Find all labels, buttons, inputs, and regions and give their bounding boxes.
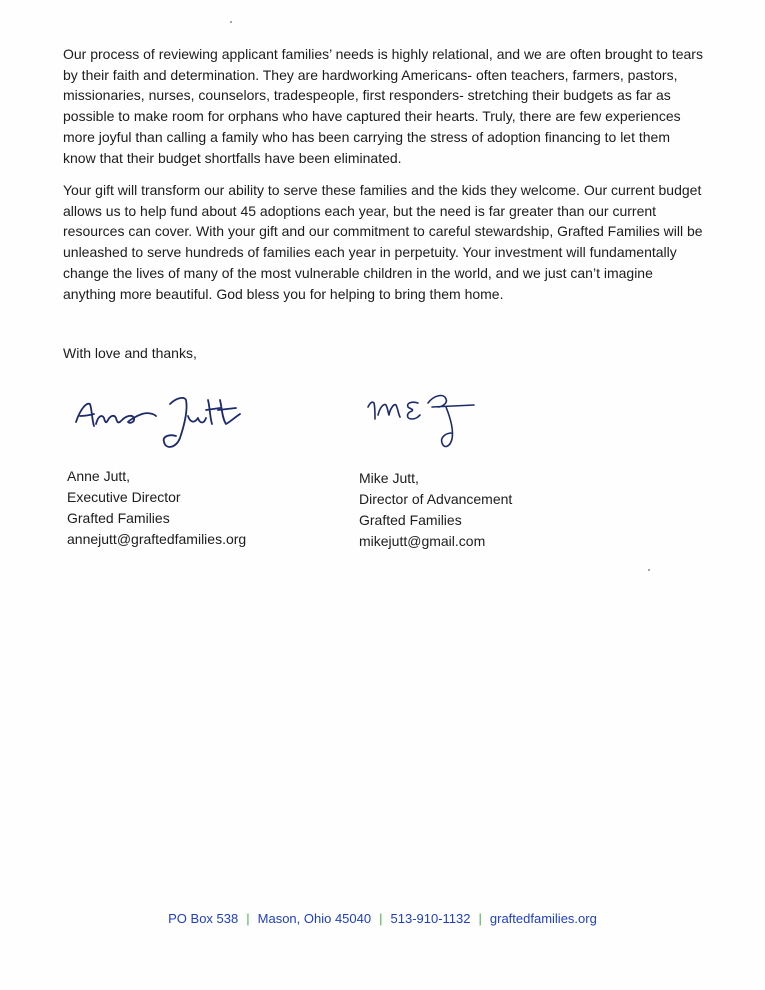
body-paragraph-1: Our process of reviewing applicant families’ needs is highly relational, and we are often brought to tears by their faith and determination. They are hardworking Americans- often teachers, farmers, pastors, missionaries, nurses, counselors, tradespeople, first responders- stretching their budgets as far as possible to make room for orphans who have captured their hearts. Truly, there are few experiences more joyful than calling a family who has been carrying the stress of adoption financing to let them know that their budget shortfalls have been eliminated. <box>63 46 703 166</box>
signer-title: Director of Advancement <box>359 491 513 507</box>
signer-email: mikejutt@gmail.com <box>359 533 486 549</box>
footer-separator: | <box>379 911 383 926</box>
signer-block-anne <box>67 466 246 550</box>
footer-phone: 513-910-1132 <box>390 911 471 926</box>
footer-website: graftedfamilies.org <box>489 911 597 926</box>
signer-email: annejutt@graftedfamilies.org <box>67 531 247 547</box>
signer-title: Executive Director <box>67 489 181 505</box>
body-paragraph-2: Your gift will transform our ability to serve these families and the kids they welcome. Our current budget allows us to help fund about 45 adoptions each year, but the need is far greater than our current resources can cover. With your gift and our commitment to careful stewardship, Grafted Families will be unleashed to serve hundreds of families each year in perpetuity. Your investment will fundamentally change the lives of many of the most vulnerable children in the world, and we just can’t imagine anything more beautiful. God bless you for helping to bring them home. <box>63 182 703 302</box>
signature-mike-jutt <box>362 385 492 455</box>
footer-po-box: PO Box 538 <box>168 911 239 926</box>
signer-block-mike <box>359 468 512 552</box>
signer-name: Mike Jutt, <box>359 470 419 486</box>
scan-speck <box>648 569 650 571</box>
footer-city: Mason, Ohio 45040 <box>257 911 372 926</box>
footer-separator: | <box>246 911 250 926</box>
letterhead-footer <box>0 911 765 926</box>
closing-line: With love and thanks, <box>63 345 197 361</box>
scan-speck <box>230 21 232 23</box>
footer-separator: | <box>478 911 482 926</box>
signature-anne-jutt <box>70 390 270 460</box>
signer-org: Grafted Families <box>67 510 170 526</box>
signer-name: Anne Jutt, <box>67 468 131 484</box>
signer-org: Grafted Families <box>359 512 462 528</box>
